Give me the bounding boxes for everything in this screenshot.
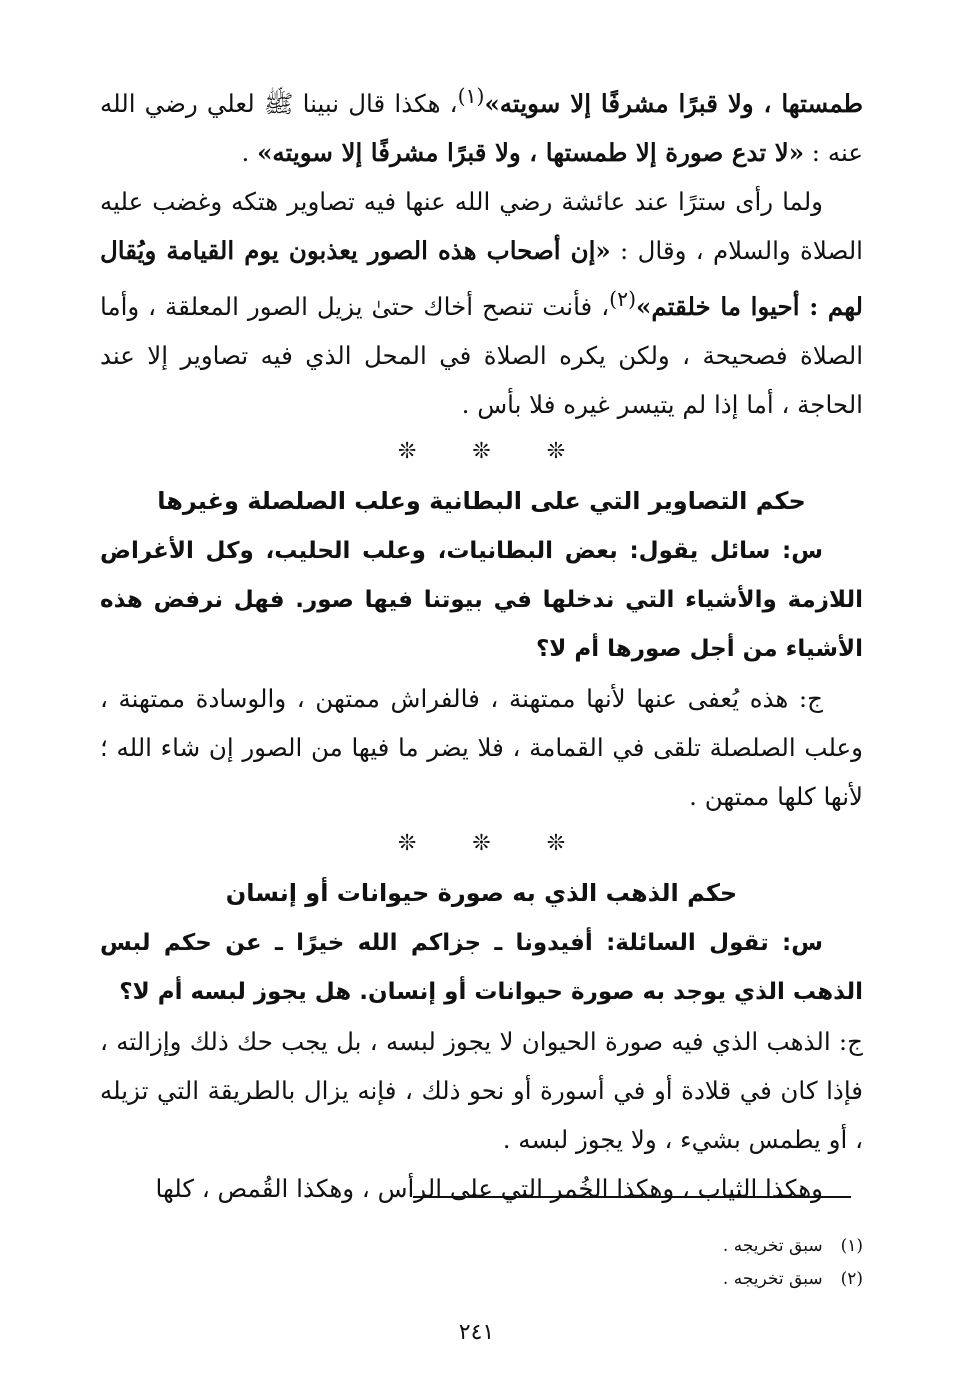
star-ornament: ❊ — [472, 831, 491, 857]
footnotes — [723, 1230, 863, 1296]
paragraph-text: ، هكذا قال نبينا ﷺ لعلي رضي الله عنه : — [100, 89, 863, 168]
section-divider-stars — [100, 821, 863, 867]
hadith-text: طمستها ، ولا قبرًا مشرفًا إلا سويته» — [484, 89, 864, 119]
paragraph-2 — [100, 177, 863, 429]
footnote-text: سبق تخريجه . — [722, 1236, 823, 1256]
page-body — [100, 72, 863, 1213]
star-ornament: ❊ — [397, 831, 417, 857]
paragraph-text: ، فأنت تنصح أخاك حتىٰ يزيل الصور المعلقة ، وأما الصلاة فصحيحة ، ولكن يكره الصلاة في المحل الذي فيه تصاوير إلا عند الحاجة ، أما إذا لم يتيسر غيره فلا بأس . — [100, 292, 863, 420]
footnote-ref-2: (٢) — [609, 287, 637, 312]
footnote-number: (١) — [840, 1236, 863, 1256]
star-ornament: ❊ — [472, 439, 491, 465]
star-ornament: ❊ — [397, 439, 417, 465]
continuation-paragraph: وهكذا الثياب ، وهكذا الخُمر التي على الرأس ، وهكذا القُمص ، كلها — [155, 1174, 823, 1204]
paragraph-text: ولما رأى سترًا عند عائشة رضي الله عنها فيه تصاوير هتكه وغضب عليه الصلاة والسلام ، وقال : — [100, 187, 863, 266]
answer-2: ج: الذهب الذي فيه صورة الحيوان لا يجوز لبسه ، بل يجب حك ذلك وإزالته ، فإذا كان في قلادة أو في أسورة أو نحو ذلك ، فإنه يزال بالطريقة التي تزيله ، أو يطمس بشيء ، ولا يجوز لبسه . — [100, 1027, 863, 1155]
footnote-2 — [723, 1263, 863, 1296]
hadith-text: «لا تدع صورة إلا طمستها ، ولا قبرًا مشرفًا إلا سويته» — [257, 138, 805, 168]
footnote-number: (٢) — [840, 1269, 863, 1289]
hadith-text: «إن أصحاب هذه الصور يعذبون يوم القيامة ويُقال لهم : أحيوا ما خلقتم» — [100, 236, 863, 322]
page-number: ٢٤١ — [458, 1320, 495, 1345]
question-2: س: تقول السائلة: أفيدونا ـ جزاكم الله خيرًا ـ عن حكم لبس الذهب الذي يوجد به صورة حيوانات أو إنسان. هل يجوز لبسه أم لا؟ — [100, 930, 863, 1006]
footnote-text: سبق تخريجه . — [722, 1269, 823, 1289]
answer-1: ج: هذه يُعفى عنها لأنها ممتهنة ، فالفراش ممتهن ، والوسادة ممتهنة ، وعلب الصلصلة تلقى في القمامة ، فلا يضر ما فيها من الصور إن شاء الله ؛ لأنها كلها ممتهن . — [100, 684, 863, 812]
star-ornament: ❊ — [546, 439, 566, 465]
footnote-ref-1: (١) — [457, 84, 485, 108]
footnote-1 — [723, 1230, 863, 1263]
paragraph-text: . — [241, 138, 258, 168]
footnote-separator — [413, 1196, 851, 1198]
section-divider-stars — [100, 429, 863, 475]
section-heading-2: حكم الذهب الذي به صورة حيوانات أو إنسان — [225, 879, 738, 908]
section-heading-1: حكم التصاوير التي على البطانية وعلب الصلصلة وغيرها — [157, 487, 806, 516]
star-ornament: ❊ — [546, 831, 566, 857]
question-1: س: سائل يقول: بعض البطانيات، وعلب الحليب، وكل الأغراض اللازمة والأشياء التي ندخلها في بيوتنا فيها صور. فهل نرفض هذه الأشياء من أجل صورها أم لا؟ — [100, 538, 863, 663]
paragraph-1 — [100, 72, 863, 177]
